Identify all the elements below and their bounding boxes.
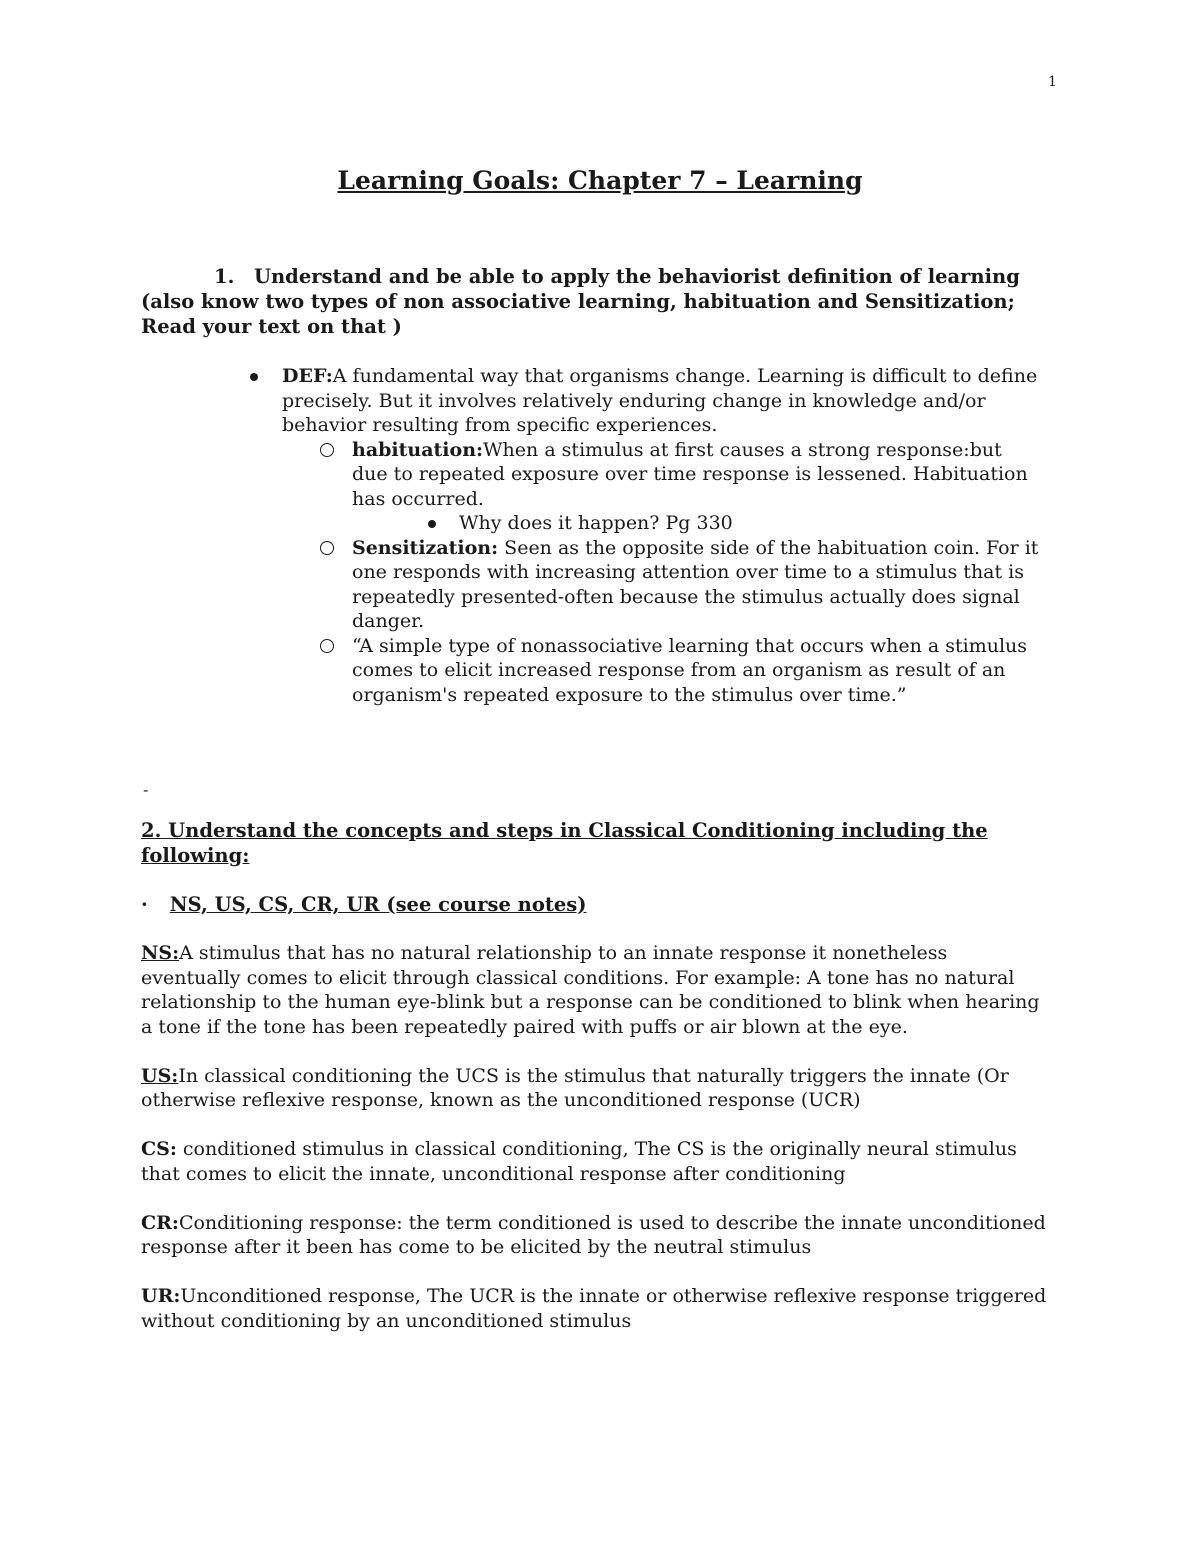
definition-sub-list [318, 438, 1048, 708]
sensitization-label: Sensitization: [352, 536, 499, 559]
page-number: 1 [1048, 74, 1057, 90]
goal-1-number: 1. [214, 265, 235, 288]
term-cs-label: CS: [141, 1138, 177, 1160]
term-cs-text: conditioned stimulus in classical conditioning, The CS is the originally neural stimulus that comes to elicit the innate, unconditional response after conditioning [141, 1138, 1017, 1185]
term-us [141, 1064, 1051, 1113]
terms-heading-text: NS, US, CS, CR, UR (see course notes) [169, 893, 587, 916]
term-us-text: In classical conditioning the UCS is the stimulus that naturally triggers the innate (Or otherwise reflexive response, known as the unconditioned response (UCR) [141, 1064, 1009, 1111]
term-cr-label: CR: [141, 1211, 179, 1234]
definition-item [248, 364, 1048, 438]
habituation-item [318, 438, 1042, 512]
hollow-bullet-icon [320, 639, 334, 653]
habituation-label: habituation: [352, 438, 484, 461]
term-ur-text: Unconditioned response, The UCR is the innate or otherwise reflexive response triggered without conditioning by an unconditioned stimulus [141, 1285, 1047, 1332]
term-us-label: US: [141, 1064, 179, 1087]
term-ns [141, 941, 1051, 1039]
dash-mark: - [143, 780, 149, 799]
bullet-icon [250, 373, 258, 381]
term-ur-label: UR: [141, 1285, 181, 1307]
habituation-text: When a stimulus at first causes a strong response:but due to repeated exposure over time response is lessened. Habituation has occurred. [352, 438, 1028, 510]
hollow-bullet-icon [320, 443, 334, 457]
sensitization-item [318, 536, 1042, 634]
document-title: Learning Goals: Chapter 7 – Learning [337, 166, 863, 195]
term-ur [141, 1284, 1051, 1333]
hollow-bullet-icon [320, 541, 334, 555]
habituation-note-text: Why does it happen? Pg 330 [459, 512, 733, 534]
term-cr-text: Conditioning response: the term conditioned is used to describe the innate unconditioned response after it been has come to be elicited by the neutral stimulus [141, 1211, 1046, 1258]
term-cr [141, 1211, 1051, 1260]
middle-dot-bullet: · [141, 893, 148, 916]
goal-1-text: Understand and be able to apply the behaviorist definition of learning (also know two types of non associative learning, habituation and Sensitization; Read your text on that ) [141, 265, 1020, 338]
term-definitions [141, 941, 1051, 1358]
definition-label: DEF: [282, 365, 333, 387]
goal-1-details [248, 364, 1048, 707]
terms-heading [141, 893, 586, 916]
definition-text: A fundamental way that organisms change. Learning is difficult to define precisely. But it involves relatively enduring change in knowledge and/or behavior resulting from specific experiences. [282, 365, 1038, 436]
term-cs [141, 1137, 1051, 1186]
bullet-icon [428, 520, 436, 528]
sensitization-text: Seen as the opposite side of the habituation coin. For it one responds with increasing attention over time to a stimulus that is repeatedly presented-often because the stimulus actually does signal danger. [352, 536, 1039, 632]
learning-goal-1 [141, 264, 1041, 339]
term-ns-label: NS: [141, 942, 180, 964]
term-ns-text: A stimulus that has no natural relationship to an innate response it nonetheless eventually comes to elicit through classical conditions. For example: A tone has no natural relationship to the human eye-blink but a response can be conditioned to blink when hearing a tone if the tone has been repeatedly paired with puffs or air blown at the eye. [141, 942, 1040, 1038]
habituation-note-item [426, 511, 1048, 536]
sensitization-quote-item [318, 634, 1042, 708]
learning-goal-2: 2. Understand the concepts and steps in Classical Conditioning including the following: [141, 819, 988, 867]
sensitization-quote-text: “A simple type of nonassociative learning that occurs when a stimulus comes to elicit increased response from an organism as result of an organism's repeated exposure to the stimulus over time.” [352, 634, 1028, 706]
